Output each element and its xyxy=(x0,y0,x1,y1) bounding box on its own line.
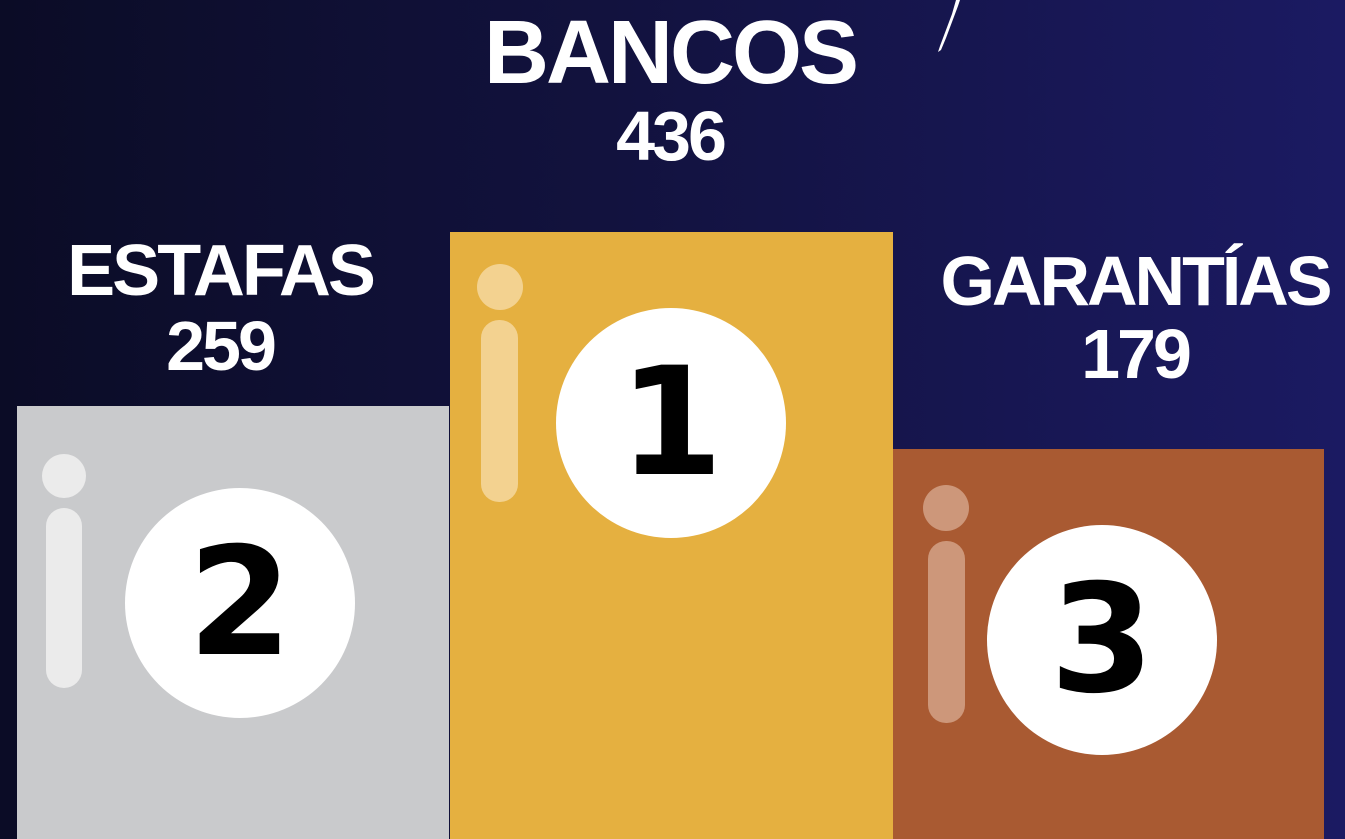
second-place-block xyxy=(17,406,449,839)
info-stem-icon xyxy=(928,541,965,723)
second-place-label xyxy=(20,231,420,385)
third-place-name: GARANTÍAS xyxy=(940,242,1330,320)
rank-number: 1 xyxy=(618,336,724,510)
info-dot-icon xyxy=(923,485,969,531)
info-dot-icon xyxy=(42,454,86,498)
medal-icon xyxy=(556,308,786,538)
rank-number: 3 xyxy=(1049,553,1155,727)
info-dot-icon xyxy=(477,264,523,310)
first-place-value: 436 xyxy=(616,97,724,175)
second-place-value: 259 xyxy=(166,307,274,385)
brush-stroke-decoration xyxy=(926,0,966,55)
info-stem-icon xyxy=(46,508,82,688)
second-place-name: ESTAFAS xyxy=(67,231,373,311)
info-stem-icon xyxy=(481,320,518,502)
first-place-label xyxy=(430,3,910,175)
third-place-block xyxy=(893,449,1324,839)
third-place-value: 179 xyxy=(1081,315,1189,393)
medal-icon xyxy=(125,488,355,718)
third-place-label xyxy=(920,242,1345,393)
rank-number: 2 xyxy=(187,516,293,690)
first-place-name: BANCOS xyxy=(483,3,856,103)
first-place-block xyxy=(450,232,893,839)
medal-icon xyxy=(987,525,1217,755)
